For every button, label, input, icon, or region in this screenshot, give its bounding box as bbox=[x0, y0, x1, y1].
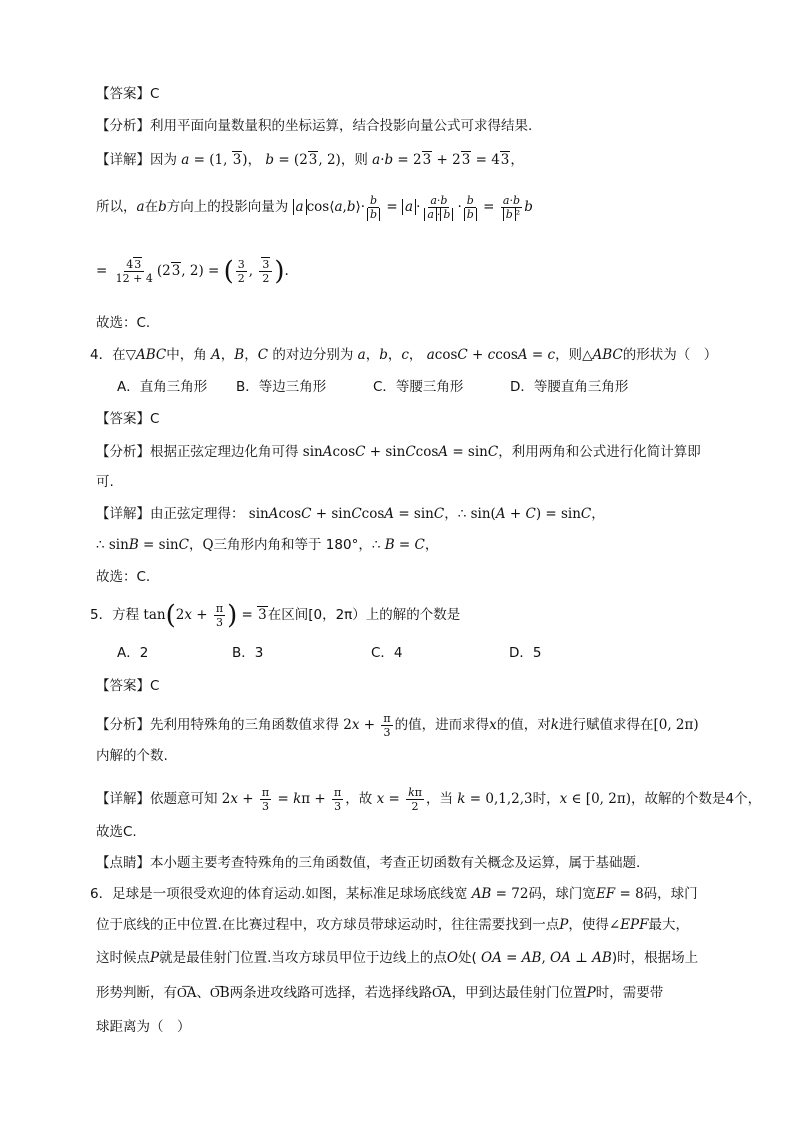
q3-projection-line: 所以，a在b方向上的投影向量为 a cos⟨a,b⟩· $\frac{b}{b}$ = a · $\frac{a\cdot b}{a \cdot b}$ · $\frac{b}{b}$ = $\frac{a\cdot b}{\text{b ²}}$ b bbox=[96, 194, 533, 221]
q5-option-a: A．2 bbox=[117, 645, 149, 661]
q3-answer-line bbox=[96, 84, 159, 104]
q5-stem: 5．方程 tan(2x + $\frac{\pi}{3}$ ) = 3在区间[0，2π）上的解的个数是 bbox=[90, 600, 461, 631]
q4-detail-line: 【详解】由正弦定理得： sinAcosC + sinCcosA = sinC，∴ sin(A + C) = sinC， bbox=[96, 506, 605, 522]
q3-dot-product: a·b = 23 + 23 = 43 bbox=[372, 152, 510, 168]
q3-result-formula: = $\frac{43}{12 + 4}$ (23, 2) = ( $\frac{3}{2}$ , $\frac{3}{2}$ ). bbox=[96, 256, 289, 287]
q6-line-5: 球距离为（ ） bbox=[96, 1019, 191, 1035]
comment-tag: 【点睛】 bbox=[96, 855, 150, 871]
q3-answer: C bbox=[150, 86, 160, 102]
q4-option-a: A．直角三角形 bbox=[117, 379, 208, 395]
q4-answer: C bbox=[150, 411, 160, 427]
q3-choose-line: 故选：C. bbox=[96, 315, 151, 331]
q3-analysis-line bbox=[96, 116, 532, 136]
q3-vector-b-def: b = (23, 2) bbox=[265, 152, 341, 168]
q4-option-c: C．等腰三角形 bbox=[373, 379, 464, 395]
q4-option-b: B．等边三角形 bbox=[236, 379, 327, 395]
q5-equation: tan(2x + $\frac{\pi}{3}$ ) = 3 bbox=[143, 600, 267, 631]
q4-number: 4． bbox=[90, 347, 113, 363]
q5-analysis-line-2: 内解的个数. bbox=[96, 748, 168, 764]
q5-option-c: C．4 bbox=[371, 645, 403, 661]
q4-analysis-line-2: 可. bbox=[96, 474, 114, 490]
q4-stem: 4．在▽ABC中，角 A，B，C 的对边分别为 a，b，c， acosC + ccosA = c，则△ABC的形状为（ ） bbox=[90, 347, 718, 363]
q5-answer-line: 【答案】C bbox=[96, 678, 160, 694]
q6-number: 6． bbox=[90, 886, 113, 902]
q4-option-d: D．等腰直角三角形 bbox=[510, 379, 629, 395]
q5-number: 5． bbox=[90, 607, 113, 623]
analysis-tag: 【分析】 bbox=[96, 118, 150, 134]
q5-detail-line: 【详解】依题意可知 2x + $\frac{\pi}{3}$ = kπ + $\frac{\pi}{3}$ ，故 x = $\frac{k\pi}{2}$ ，当 k = 0,1,2,3时，x ∈ [0, 2π)，故解的个数是4个， bbox=[96, 786, 762, 813]
q5-option-d: D．5 bbox=[509, 645, 542, 661]
q6-line-2: 位于底线的正中位置.在比赛过程中，攻方球员带球运动时，往往需要找到一点P，使得∠EPF最大， bbox=[96, 917, 690, 933]
q3-projection-formula: a cos⟨a,b⟩· $\frac{b}{b}$ = a · $\frac{a\cdot b}{a \cdot b}$ · $\frac{b}{b}$ = $\frac{a\cdot b}{\text{b ²}}$ b bbox=[293, 199, 533, 215]
q4-detail-line-2: ∴ sinB = sinC，Q三角形内角和等于 180°，∴ B = C， bbox=[96, 537, 439, 553]
q5-analysis-line: 【分析】先利用特殊角的三角函数值求得 2x + $\frac{\pi}{3}$ 的值，进而求得x的值，对k进行赋值求得在[0, 2π) bbox=[96, 712, 699, 739]
q5-choose-line: 故选C. bbox=[96, 824, 137, 840]
q4-condition: acosC + ccosA = c bbox=[426, 347, 556, 363]
q6-line-4: 形势判断，有O͞A、O͞B两条进攻线路可选择，若选择线路O͞A，甲到达最佳射门位置P时，需要带 bbox=[96, 985, 664, 1001]
q5-answer: C bbox=[150, 678, 160, 694]
q3-vector-a-def: a = (1, 3) bbox=[181, 152, 248, 168]
q6-line-1: 6．足球是一项很受欢迎的体育运动.如图，某标准足球场底线宽 AB = 72码，球门宽EF = 8码，球门 bbox=[90, 886, 698, 902]
answer-tag: 【答案】 bbox=[96, 86, 150, 102]
q4-choose-line: 故选：C. bbox=[96, 569, 151, 585]
q4-answer-line: 【答案】C bbox=[96, 411, 160, 427]
q5-comment-line: 【点睛】本小题主要考查特殊角的三角函数值，考查正切函数有关概念及运算，属于基础题. bbox=[96, 855, 641, 871]
q3-result-line bbox=[96, 258, 289, 285]
q3-detail-line: 【详解】因为 a = (1, 3)， b = (23, 2)，则 a·b = 23 + 23 = 43， bbox=[96, 152, 524, 168]
q4-analysis-line: 【分析】根据正弦定理边化角可得 sinAcosC + sinCcosA = sinC，利用两角和公式进行化简计算即 bbox=[96, 444, 701, 460]
q3-analysis: 利用平面向量数量积的坐标运算，结合投影向量公式可求得结果. bbox=[150, 118, 533, 134]
q5-option-b: B．3 bbox=[232, 645, 264, 661]
q6-line-3: 这时候点P就是最佳射门位置.当攻方球员甲位于边线上的点O处( OA = AB, OA ⊥ AB)时，根据场上 bbox=[96, 950, 699, 966]
detail-tag: 【详解】 bbox=[96, 152, 150, 168]
